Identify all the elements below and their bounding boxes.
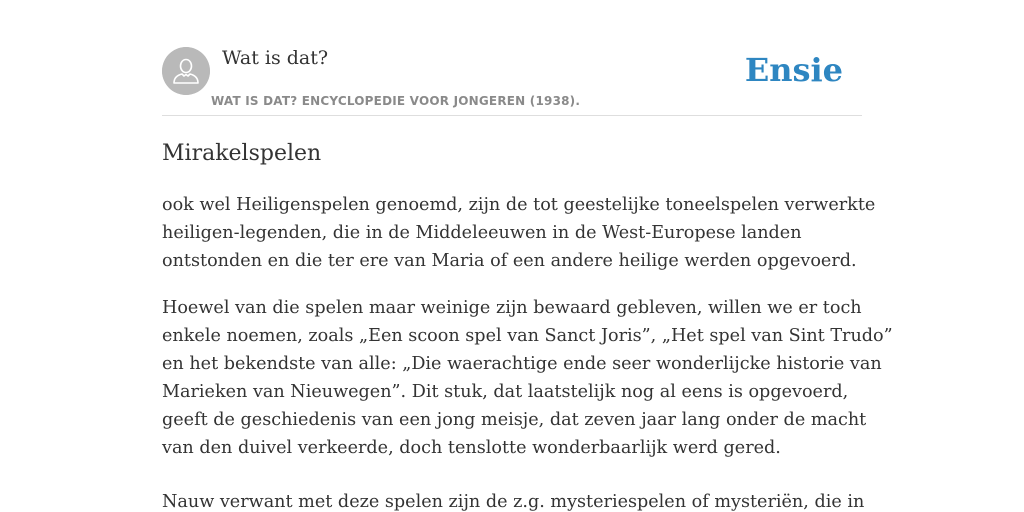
paragraph-line: en het bekendste van alle: „Die waerachtige ende seer wonderlijcke historie van [162, 354, 882, 374]
source-subtitle[interactable]: WAT IS DAT? ENCYCLOPEDIE VOOR JONGEREN (1938). [211, 94, 581, 108]
paragraph-line: enkele noemen, zoals „Een scoon spel van Sanct Joris”, „Het spel van Sint Trudo” [162, 326, 893, 346]
paragraph-line: Hoewel van die spelen maar weinige zijn bewaard gebleven, willen we er toch [162, 298, 862, 318]
paragraph-line: van den duivel verkeerde, doch tenslotte wonderbaarlijk werd gered. [162, 438, 781, 458]
paragraph-line: ook wel Heiligenspelen genoemd, zijn de tot geestelijke toneelspelen verwerkte [162, 195, 876, 215]
paragraph-line: heiligen-legenden, die in de Middeleeuwen in de West-Europese landen [162, 223, 802, 243]
article-paragraph [162, 191, 876, 275]
article-paragraph [162, 294, 893, 462]
user-silhouette-icon [162, 47, 210, 95]
source-header [162, 46, 862, 116]
source-name[interactable]: Wat is dat? [222, 47, 329, 69]
paragraph-line: geeft de geschiedenis van een jong meisje, dat zeven jaar lang onder de macht [162, 410, 867, 430]
article-paragraph [162, 488, 866, 512]
ensie-logo[interactable]: Ensie [744, 51, 843, 89]
article [162, 138, 893, 512]
article-title: Mirakelspelen [162, 141, 322, 166]
paragraph-line: Marieken van Nieuwegen”. Dit stuk, dat laatstelijk nog al eens is opgevoerd, [162, 382, 849, 402]
paragraph-line: ontstonden en die ter ere van Maria of een andere heilige werden opgevoerd. [162, 251, 857, 271]
paragraph-line: Nauw verwant met deze spelen zijn de z.g. mysteriespelen of mysteriën, die in [162, 492, 865, 512]
